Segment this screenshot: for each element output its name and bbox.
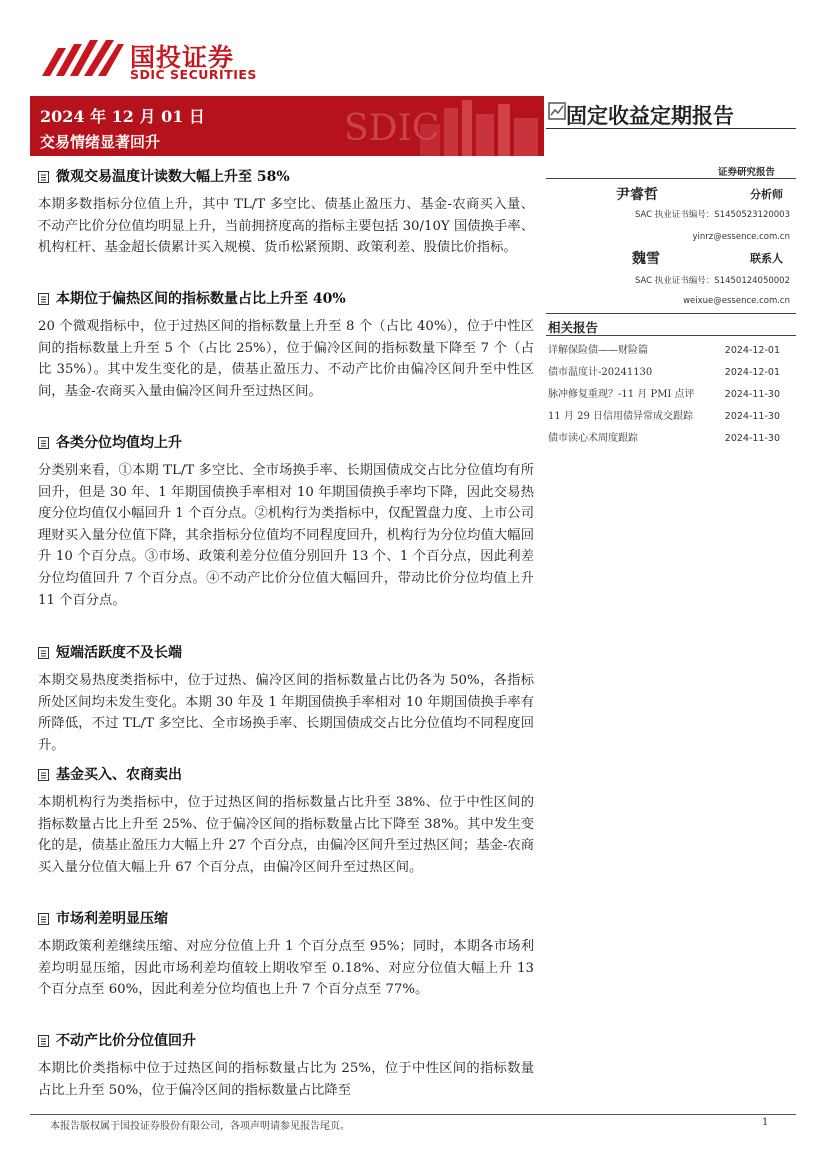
related-report-title[interactable]: 脉冲修复重现？-11 月 PMI 点评 <box>548 389 695 400</box>
banner-deco-text: SDIC <box>344 108 440 149</box>
section-category-mean <box>38 432 534 611</box>
related-report-title[interactable]: 债市读心术周度跟踪 <box>548 433 638 444</box>
related-report-date: 2024-11-30 <box>724 411 780 422</box>
sdic-logo <box>36 38 266 86</box>
contact-email[interactable]: weixue@essence.com.cn <box>683 296 790 306</box>
section-real-estate <box>38 1030 534 1101</box>
section-heading-text: 基金买入、农商卖出 <box>56 767 182 783</box>
analyst-role: 分析师 <box>750 188 783 201</box>
related-reports-list <box>548 340 788 450</box>
document-icon <box>38 437 49 449</box>
section-body: 本期交易热度类指标中，位于过热、偏冷区间的指标数量占比仍各为 50%，各指标所处区间均未发生变化。本期 30 年及 1 年期国债换手率相对 10 年期国债换手率有所降低，不过 TL/T 多空比、全市场换手率、长期国债成交占比分位值均不同程度回升。 <box>38 673 534 753</box>
section-heading-text: 市场利差明显压缩 <box>56 911 168 927</box>
analyst-name: 尹睿哲 <box>616 187 658 203</box>
section-fund-buy <box>38 764 534 878</box>
related-divider-top <box>546 313 796 314</box>
contact-cert: SAC 执业证书编号：S1450124050002 <box>634 276 790 286</box>
related-report-item[interactable] <box>548 362 788 384</box>
section-body: 20 个微观指标中，位于过热区间的指标数量上升至 8 个（占比 40%），位于中性区间的指标数量上升至 5 个（占比 25%），位于偏冷区间的指标数量下降至 7 个（占比 35%）。其中发生变化的是，债基止盈压力、不动产比价由偏冷区间升至中性区间，基金-农商买入量由偏冷区间升至过热区间。 <box>38 319 534 399</box>
related-report-item[interactable] <box>548 384 788 406</box>
section-body: 分类别来看，①本期 TL/T 多空比、全市场换手率、长期国债成交占比分位值均有所回升，但是 30 年、1 年期国债换手率相对 10 年期国债换手率均下降，因此交易热度分位均值仅小幅回升 1 个百分点。②机构行为类指标中，仅配置盘力度、上市公司理财买入量分位值下降，其余指标分位值均不同程度回升，机构行为分位均值大幅回升 10 个百分点。③市场、政策利差分位值分别回升 13 个、1 个百分点，因此利差分位均值回升 7 个百分点。④不动产比价分位值大幅回升，带动比价分位均值上升 11 个百分点。 <box>38 463 534 608</box>
analyst-email[interactable]: yinrz@essence.com.cn <box>692 232 790 242</box>
related-report-date: 2024-12-01 <box>724 367 780 378</box>
section-body: 本期多数指标分位值上升，其中 TL/T 多空比、债基止盈压力、基金-农商买入量、不动产比价分位值均明显上升，当前拥挤度高的指标主要包括 30/10Y 国债换手率、机构杠杆、基金超长债累计买入规模、货币松紧预期、政策利差、股债比价指标。 <box>38 197 534 256</box>
section-heading <box>38 166 534 188</box>
section-short-end <box>38 642 534 756</box>
document-icon <box>38 913 49 925</box>
related-divider <box>546 335 796 336</box>
section-heading-text: 各类分位均值均上升 <box>56 435 182 451</box>
section-heading <box>38 432 534 454</box>
contact-name: 魏雪 <box>632 251 660 267</box>
section-body: 本期机构行为类指标中，位于过热区间的指标数量占比升至 38%、位于中性区间的指标数量占比上升至 25%、位于偏冷区间的指标数量占比下降至 38%。其中发生变化的是，债基止盈压力大幅上升 27 个百分点，由偏冷区间升至过热区间；基金-农商买入量分位值大幅上升 67 个百分点，由偏冷区间升至过热区间。 <box>38 795 534 875</box>
building-decoration-icon <box>324 96 544 156</box>
report-category: 证券研究报告 <box>718 167 776 178</box>
logo-chinese-name: 国投证券 <box>130 43 235 72</box>
contact-role: 联系人 <box>750 252 783 265</box>
section-heading <box>38 908 534 930</box>
section-body: 本期比价类指标中位于过热区间的指标数量占比为 25%，位于中性区间的指标数量占比上升至 50%，位于偏冷区间的指标数量占比降至 <box>38 1061 534 1098</box>
logo-english-name: SDIC SECURITIES <box>130 67 257 82</box>
related-report-title[interactable]: 债市温度计-20241130 <box>548 367 653 378</box>
section-body: 本期政策利差继续压缩、对应分位值上升 1 个百分点至 95%；同时，本期各市场利差均明显压缩，因此市场利差均值较上期收窄至 0.18%、对应分位值大幅上升 13 个百分点至 60%，因此利差分位均值也上升 7 个百分点至 77%。 <box>38 939 534 998</box>
document-icon <box>38 1035 49 1047</box>
section-spread <box>38 908 534 1001</box>
section-heading-text: 不动产比价分位值回升 <box>56 1033 196 1049</box>
related-report-item[interactable] <box>548 340 788 362</box>
related-report-date: 2024-12-01 <box>724 345 780 356</box>
analyst-divider <box>546 178 796 179</box>
page-number: 1 <box>762 1117 769 1128</box>
sdic-logo-mark-icon <box>36 38 126 82</box>
related-report-date: 2024-11-30 <box>724 389 780 400</box>
section-hot-ratio <box>38 288 534 402</box>
section-heading-text: 微观交易温度计读数大幅上升至 58% <box>56 169 290 185</box>
analyst-cert: SAC 执业证书编号：S1450523120003 <box>634 210 790 220</box>
section-heading-text: 短端活跃度不及长端 <box>56 645 182 661</box>
document-icon <box>38 171 49 183</box>
chart-icon <box>548 102 566 120</box>
related-report-title[interactable]: 详解保险债——财险篇 <box>548 345 648 356</box>
section-heading-text: 本期位于偏热区间的指标数量占比上升至 40% <box>56 291 346 307</box>
header-divider <box>546 128 796 129</box>
related-reports-title: 相关报告 <box>548 320 599 335</box>
section-temperature <box>38 166 534 259</box>
section-heading <box>38 642 534 664</box>
related-report-title[interactable]: 11 月 29 日信用债异常成交跟踪 <box>548 411 693 422</box>
footer-disclaimer: 本报告版权属于国投证券股份有限公司，各项声明请参见报告尾页。 <box>50 1121 350 1132</box>
report-title: 交易情绪显著回升 <box>40 133 161 151</box>
section-heading <box>38 764 534 786</box>
related-report-item[interactable] <box>548 428 788 450</box>
document-icon <box>38 293 49 305</box>
related-report-item[interactable] <box>548 406 788 428</box>
title-banner <box>30 96 544 156</box>
report-date: 2024 年 12 月 01 日 <box>40 107 205 126</box>
document-icon <box>38 647 49 659</box>
report-type: 固定收益定期报告 <box>566 103 734 128</box>
related-report-date: 2024-11-30 <box>724 433 780 444</box>
footer-divider <box>30 1114 796 1115</box>
section-heading <box>38 1030 534 1052</box>
section-heading <box>38 288 534 310</box>
document-icon <box>38 769 49 781</box>
